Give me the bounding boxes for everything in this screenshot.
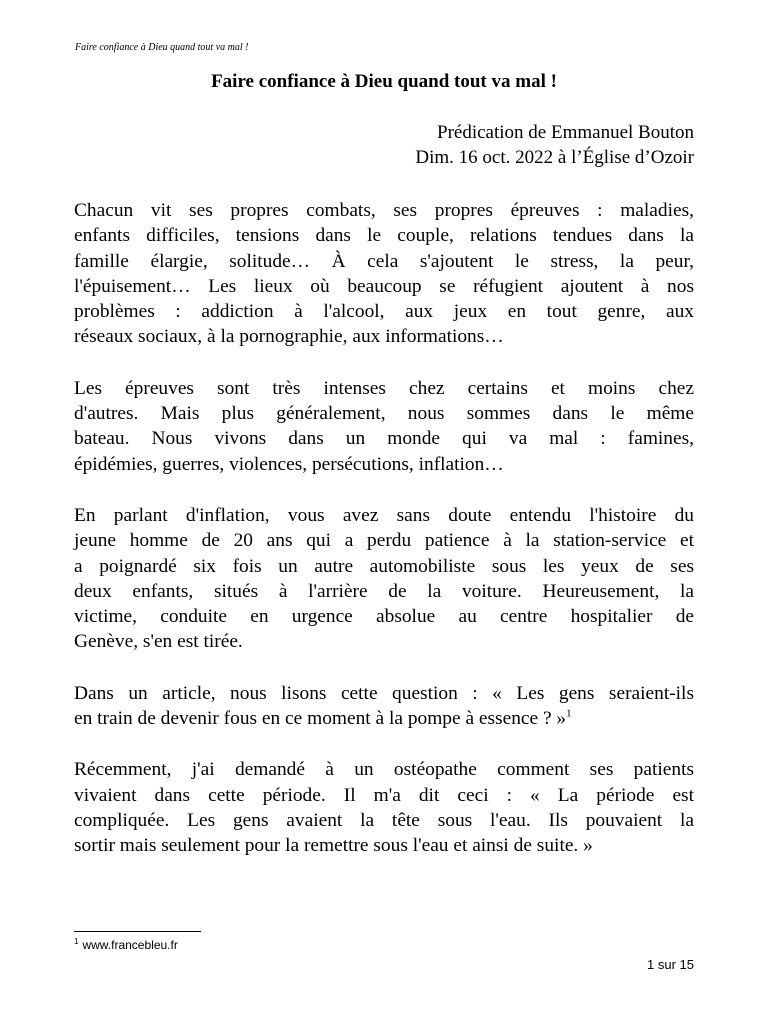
document-title: Faire confiance à Dieu quand tout va mal ! — [211, 71, 557, 92]
footnote-marker: 1 — [74, 937, 79, 946]
running-header: Faire confiance à Dieu quand tout va mal ! — [75, 42, 249, 53]
paragraph-line: Chacun vit ses propres combats, ses propres épreuves : maladies, — [74, 200, 694, 221]
paragraph-line: a poignardé six fois un autre automobiliste sous les yeux de ses — [74, 555, 694, 577]
paragraph — [74, 681, 694, 732]
paragraph-line: d'autres. Mais plus généralement, nous sommes dans le même — [74, 403, 694, 425]
paragraph-line: bateau. Nous vivons dans un monde qui va mal : famines, — [74, 428, 694, 450]
paragraph-line: Les épreuves sont très intenses chez certains et moins chez — [74, 377, 694, 399]
paragraph-line: En parlant d'inflation, vous avez sans doute entendu l'histoire du — [74, 504, 694, 526]
page-number: 1 sur 15 — [647, 957, 694, 972]
paragraph-line: l'épuisement… Les lieux où beaucoup se réfugient ajoutent à nos — [74, 275, 694, 297]
paragraph — [74, 757, 694, 858]
paragraph — [74, 198, 694, 350]
paragraph-line: compliquée. Les gens avaient la tête sous l'eau. Ils pouvaient la — [74, 809, 694, 831]
sermon-body — [74, 198, 694, 885]
footnote-reference[interactable]: 1 — [566, 707, 572, 720]
paragraph — [74, 503, 694, 655]
paragraph-line: réseaux sociaux, à la pornographie, aux informations… — [74, 326, 504, 348]
byline-author: Prédication de Emmanuel Bouton — [437, 122, 694, 143]
paragraph-line: enfants difficiles, tensions dans le couple, relations tendues dans la — [74, 225, 694, 247]
footnote-separator — [74, 931, 201, 932]
footnote-link[interactable]: www.francebleu.fr — [82, 938, 178, 952]
byline-date-place: Dim. 16 oct. 2022 à l’Église d’Ozoir — [415, 147, 694, 168]
paragraph-line: victime, conduite en urgence absolue au centre hospitalier de — [74, 606, 694, 628]
byline — [415, 120, 694, 170]
paragraph-line: sortir mais seulement pour la remettre sous l'eau et ainsi de suite. » — [74, 835, 593, 857]
paragraph-line: famille élargie, solitude… À cela s'ajoutent le stress, la peur, — [74, 250, 694, 272]
paragraph-line: Récemment, j'ai demandé à un ostéopathe comment ses patients — [74, 759, 694, 781]
paragraph-line: problèmes : addiction à l'alcool, aux jeux en tout genre, aux — [74, 301, 694, 323]
footnote — [74, 937, 178, 953]
paragraph-line: épidémies, guerres, violences, persécutions, inflation… — [74, 453, 504, 475]
paragraph-line: Genève, s'en est tirée. — [74, 631, 243, 653]
paragraph-line-text: en train de devenir fous en ce moment à la pompe à essence ? » — [74, 708, 567, 730]
paragraph — [74, 376, 694, 477]
paragraph-line-with-footnote — [74, 706, 694, 731]
paragraph-line: jeune homme de 20 ans qui a perdu patience à la station-service et — [74, 530, 694, 552]
paragraph-line: deux enfants, situés à l'arrière de la voiture. Heureusement, la — [74, 580, 694, 602]
paragraph-line: Dans un article, nous lisons cette question : « Les gens seraient-ils — [74, 682, 694, 704]
paragraph-line: vivaient dans cette période. Il m'a dit ceci : « La période est — [74, 784, 694, 806]
